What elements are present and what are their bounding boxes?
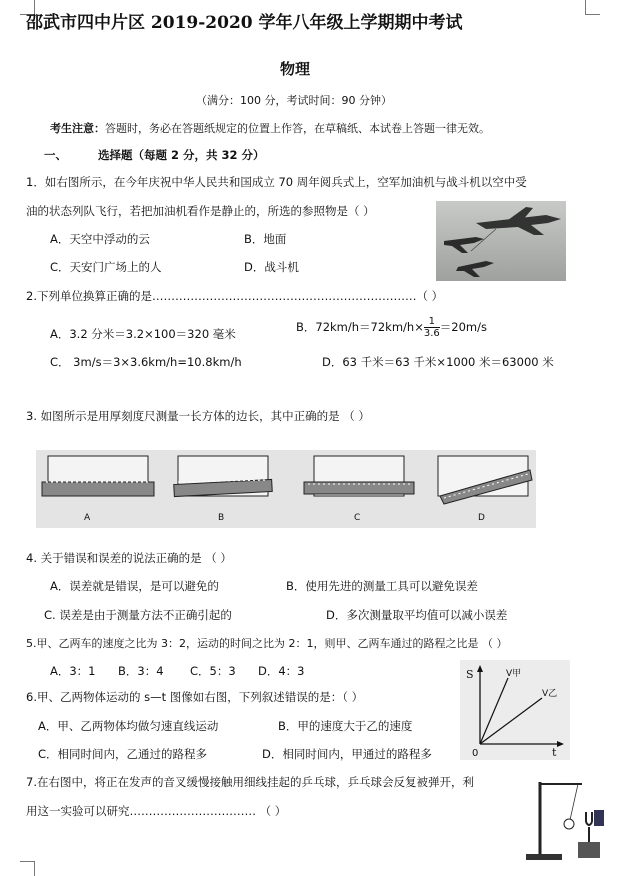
notice-text: 答题时，务必在答题纸规定的位置上作答，在草稿纸、本试卷上答题一律无效。 [105,122,490,135]
q2-option-d: D．63 千米＝63 千米×1000 米＝63000 米 [322,355,554,369]
q1-line1: 1．如右图所示，在今年庆祝中华人民共和国成立 70 周年阅兵式上，空军加油机与战斗机以空中受 [26,175,527,189]
q5-option-b: B．3：4 [118,664,164,678]
q2-option-b-pre: B．72km/h＝72km/h× [296,320,424,334]
corner-mark-bottom-left [20,861,35,876]
st-graph-s-label: S [466,668,474,681]
q4-option-c: C. 误差是由于测量方法不正确引起的 [44,608,232,622]
aircraft-refueling-photo [436,201,566,281]
q2-stem: 2.下列单位换算正确的是……………………………………………………………（ ） [26,289,444,303]
ruler-label-b: B [218,513,225,523]
q1-option-b: B．地面 [244,232,287,246]
q7-line1: 7.在右图中，将正在发声的音叉缓慢接触用细线挂起的乒乓球，乒乓球会反复被弹开，利 [26,775,474,789]
st-graph-t-label: t [552,746,557,759]
q6-stem: 6.甲、乙两物体运动的 s—t 图像如右图，下列叙述错误的是：（ ） [26,690,364,704]
st-graph [460,660,570,760]
ruler-figure-c [304,456,414,496]
q2-option-b-post: ＝20m/s [439,320,487,334]
section-number: 一、 [44,148,67,162]
ruler-measurement-figure [36,450,536,528]
subject-title: 物理 [280,60,311,78]
ruler-label-d: D [478,513,485,523]
exam-notice [50,120,490,136]
q2-fraction-numerator: 1 [428,316,435,327]
q5-stem: 5.甲、乙两车的速度之比为 3：2，运动的时间之比为 2：1，则甲、乙两车通过的路程之比是 （ ） [26,637,508,650]
q5-option-c: C．5：3 [190,664,236,678]
q5-option-a: A．3：1 [50,664,96,678]
tuning-fork-apparatus [520,772,612,864]
exam-meta: （满分：100 分，考试时间：90 分钟） [196,94,392,107]
st-graph-origin: 0 [472,748,479,759]
q2-option-b [296,316,487,339]
q6-option-d: D．相同时间内，甲通过的路程多 [262,747,432,761]
q1-option-a: A．天空中浮动的云 [50,232,150,246]
q4-stem: 4. 关于错误和误差的说法正确的是 （ ） [26,551,232,565]
q1-option-d: D．战斗机 [244,260,299,274]
q1-option-c: C．天安门广场上的人 [50,260,162,274]
ruler-label-c: C [354,513,361,523]
q6-option-a: A．甲、乙两物体均做匀速直线运动 [38,719,219,733]
q3-stem: 3. 如图所示是用厚刻度尺测量一长方体的边长，其中正确的是 （ ） [26,409,370,423]
ruler-figure-a [42,456,154,496]
q4-option-a: A．误差就是错误，是可以避免的 [50,579,219,593]
st-graph-v1-label: V甲 [506,669,522,679]
q2-option-c: C． 3m/s＝3×3.6km/h=10.8km/h [50,355,242,369]
section-heading: 选择题（每题 2 分，共 32 分） [98,148,265,162]
q4-option-d: D．多次测量取平均值可以减小误差 [326,608,508,622]
corner-mark-top-right [585,0,600,15]
q6-option-c: C．相同时间内，乙通过的路程多 [38,747,208,761]
q5-option-d: D．4：3 [258,664,305,678]
notice-label: 考生注意： [50,122,105,135]
ruler-figure-b [174,456,272,497]
q6-option-b: B．甲的速度大于乙的速度 [278,719,413,733]
st-graph-v2-label: V乙 [542,689,558,699]
q7-line2: 用这一实验可以研究…………………………… （ ） [26,804,287,818]
q2-option-a: A．3.2 分米＝3.2×100＝320 毫米 [50,327,236,341]
q4-option-b: B．使用先进的测量工具可以避免误差 [286,579,478,593]
q1-line2: 油的状态列队飞行，若把加油机看作是静止的，所选的参照物是（ ） [26,204,375,218]
ruler-label-a: A [84,513,91,523]
q2-option-b-fraction [424,316,440,339]
exam-title: 邵武市四中片区 2019-2020 学年八年级上学期期中考试 [26,13,463,33]
q2-fraction-denominator: 3.6 [423,328,440,339]
